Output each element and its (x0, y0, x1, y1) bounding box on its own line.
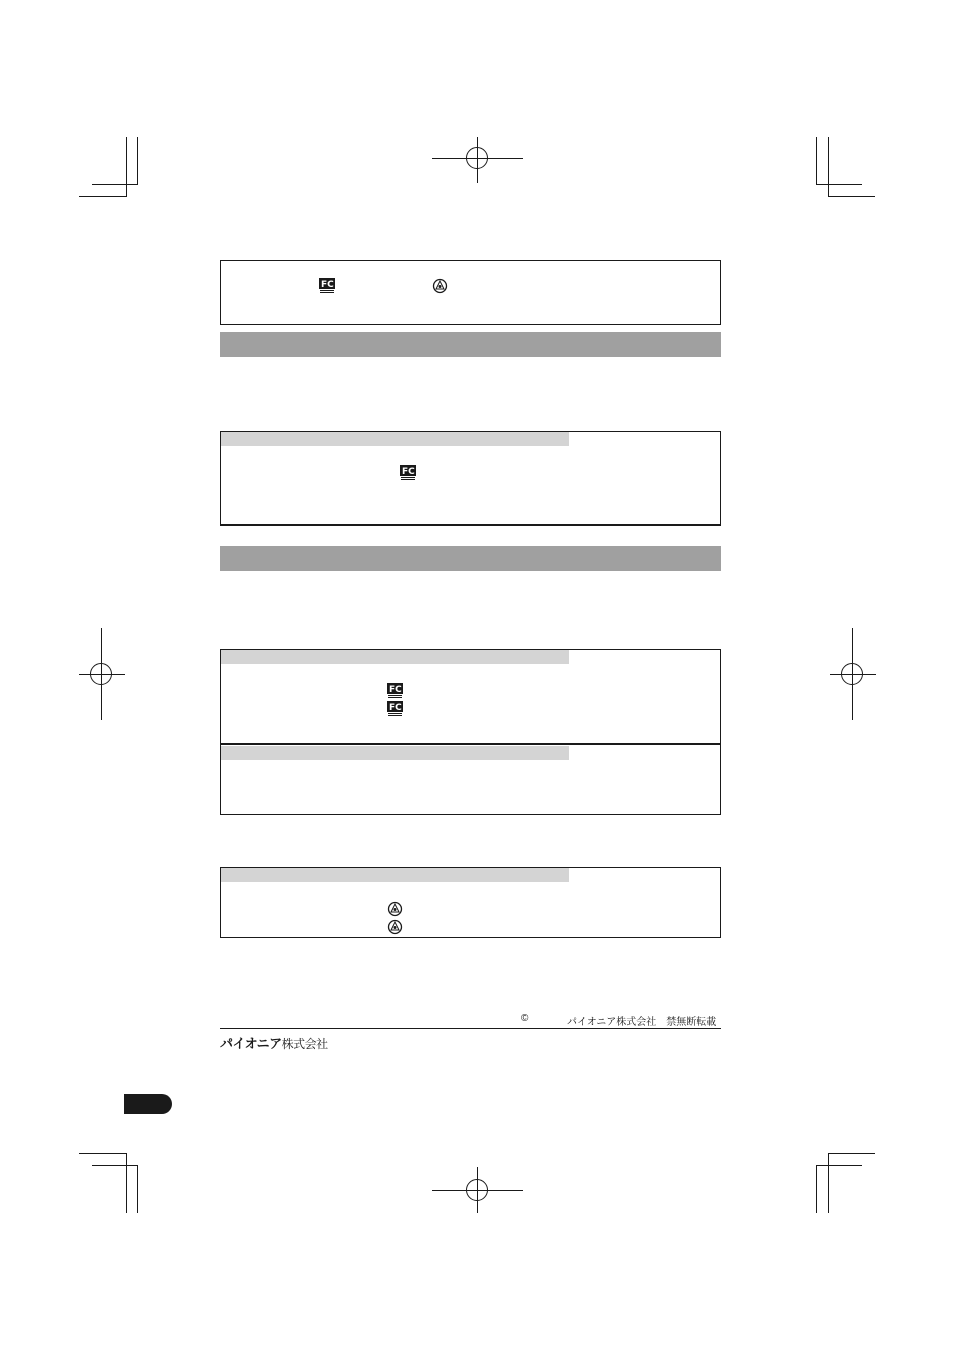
svg-text:FC: FC (321, 280, 334, 290)
crop-mark (92, 1165, 138, 1166)
spec-box (220, 649, 721, 815)
registration-circle (466, 147, 488, 169)
recycle-logo-icon (432, 278, 448, 294)
brand-logo (220, 1033, 328, 1052)
fcc-logo-icon (387, 701, 403, 716)
crop-mark (79, 196, 127, 197)
table-header-band (221, 868, 569, 882)
section-header-band (220, 332, 721, 357)
registration-circle (841, 663, 863, 685)
crop-mark (816, 184, 862, 185)
registration-circle (90, 663, 112, 685)
crop-mark (816, 137, 817, 185)
registration-circle (466, 1179, 488, 1201)
spec-box (220, 431, 721, 526)
crop-mark (816, 1165, 817, 1213)
crop-mark (137, 1165, 138, 1213)
crop-mark (126, 137, 127, 197)
fcc-logo-icon (319, 278, 335, 293)
table-header-band (221, 650, 569, 664)
brand-corp: 株式会社 (281, 1037, 328, 1051)
svg-text:FC: FC (389, 703, 402, 713)
crop-mark (828, 196, 875, 197)
crop-mark (816, 1165, 862, 1166)
recycle-logo-icon (387, 919, 403, 935)
box-bottom-rule (220, 524, 721, 526)
recycle-logo-icon (387, 901, 403, 917)
crop-mark (137, 137, 138, 185)
copyright-notice: パイオニア株式会社 禁無断転載 (567, 1017, 717, 1028)
table-header-band (221, 432, 569, 446)
section-header-band (220, 546, 721, 571)
spec-box (220, 867, 721, 938)
table-header-band (221, 746, 569, 760)
crop-mark (828, 137, 829, 197)
crop-mark (126, 1153, 127, 1213)
crop-mark (828, 1153, 829, 1213)
notice-box (220, 260, 721, 325)
crop-mark (79, 1153, 127, 1154)
fcc-logo-icon (400, 465, 416, 480)
crop-mark (92, 184, 138, 185)
svg-text:FC: FC (402, 467, 415, 477)
svg-text:FC: FC (389, 685, 402, 695)
box-divider (220, 743, 721, 745)
fcc-logo-icon (387, 683, 403, 698)
brand-name: パイオニア (220, 1036, 282, 1051)
footer-rule (220, 1028, 721, 1029)
copyright-symbol: © (521, 1013, 529, 1024)
page-number-tab (124, 1094, 172, 1114)
crop-mark (828, 1153, 875, 1154)
